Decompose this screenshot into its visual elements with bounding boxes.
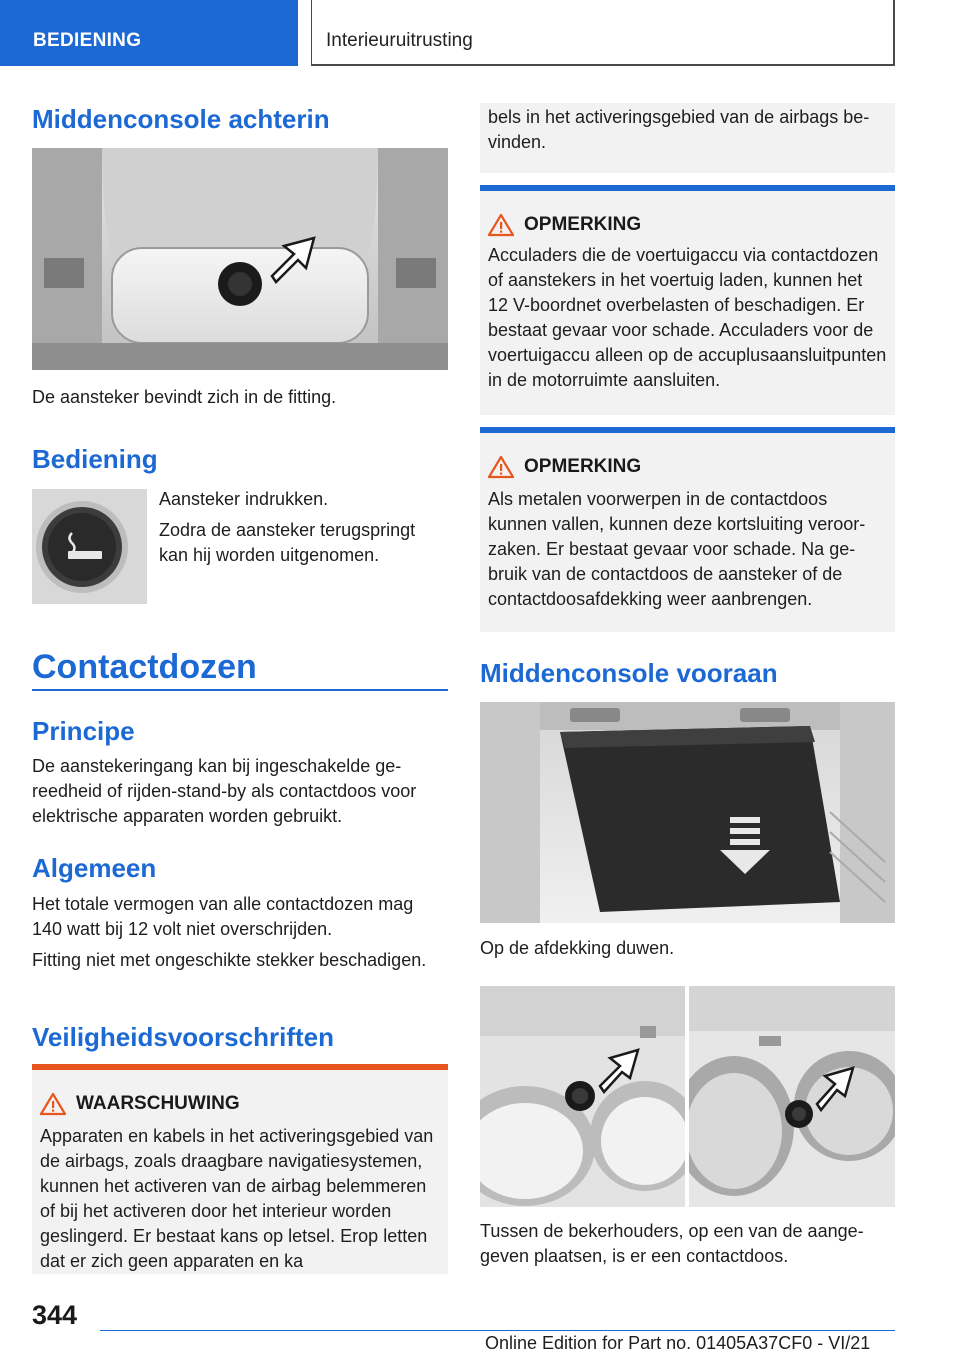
algemeen-text-1: Het totale vermogen van alle contactdozen mag 140 watt bij 12 volt niet overschrijden. [32,894,414,939]
note-box-1 [480,185,895,415]
note-text-1: Acculaders die de voertuigaccu via contactdozen of aanstekers in het voertuig laden, kunnen het 12 V-boordnet overbelasten of beschadigen. Er bestaat gevaar voor schade. Acculaders voor de voertuigaccu alleen op de accuplusaansluitpunten in de motorruimte aansluiten. [488,245,887,390]
note-bar-1 [480,185,895,191]
note-box-2 [480,427,895,632]
photo-front-console-cover [480,702,895,923]
heading-bediening: Bediening [32,444,158,474]
note-text-2: Als metalen voorwerpen in de contactdoos kunnen vallen, kunnen deze kortsluiting veroorzaken. Er bestaat gevaar voor schade. Na gebruik van de contactdoos de aansteker of de contactdoosafdekking weer aanbrengen. [488,489,866,609]
heading-algemeen: Algemeen [32,853,157,883]
heading-contactdozen: Contactdozen [32,648,257,686]
principe-text: De aanstekeringang kan bij ingeschakelde gereedheid of rijden-stand-by als contactdoos voor elektrische apparaten worden gebruikt. [32,756,417,826]
photo-cupholder-right [689,986,895,1207]
warning-triangle-icon [488,213,514,237]
heading-rear-console: Middenconsole achterin [32,104,330,134]
warning-triangle-icon [40,1092,66,1116]
warning-box [32,1064,448,1274]
warning-title: WAARSCHUWING [76,1093,240,1114]
photo-rear-console-lighter [32,148,448,370]
warning-text: Apparaten en kabels in het activeringsgebied van de airbags, zoals draagbare navigatiesystemen, kunnen het activeren van de airbag belemmeren of bij het activeren door het interieur worden geslingerd. Er bestaat kans op letsel. Erop letten dat er zich geen apparaten en ka [40,1126,434,1271]
heading-veiligheid: Veiligheidsvoorschriften [32,1022,334,1052]
photo-lighter-button [32,489,147,604]
warning-continuation-text: bels in het activeringsgebied van de airbags bevinden. [488,107,870,152]
warning-header [40,1092,240,1116]
caption-rear: De aansteker bevindt zich in de fitting. [32,387,337,407]
algemeen-text-2: Fitting niet met ongeschikte stekker beschadigen. [32,950,427,970]
bediening-step2: Zodra de aansteker terugspringt kan hij worden uitgenomen. [159,520,416,565]
note-header-2 [488,455,641,479]
warning-continuation-box [480,103,895,173]
caption-front: Op de afdekking duwen. [480,938,675,958]
footer-edition: Online Edition for Part no. 01405A37CF0 - VI/21 [485,1333,871,1353]
heading-front-console: Middenconsole vooraan [480,658,778,688]
bediening-step1: Aansteker indrukken. [159,489,329,509]
note-header-1 [488,213,641,237]
note-title-2: OPMERKING [524,456,642,477]
page-header [0,0,960,66]
footer-rule [100,1330,895,1331]
warning-triangle-icon [488,455,514,479]
heading-rule [32,689,448,691]
note-bar-2 [480,427,895,433]
section-title[interactable]: Interieuruitrusting [311,0,895,66]
caption-cupholders: Tussen de bekerhouders, op een van de aangegeven plaatsen, is er een contactdoos. [480,1221,864,1266]
chapter-tab[interactable]: BEDIENING [0,0,298,66]
warning-bar [32,1064,448,1070]
note-title-1: OPMERKING [524,214,642,235]
heading-principe: Principe [32,716,135,746]
page-number: 344 [32,1300,78,1330]
photo-cupholder-left [480,986,685,1207]
